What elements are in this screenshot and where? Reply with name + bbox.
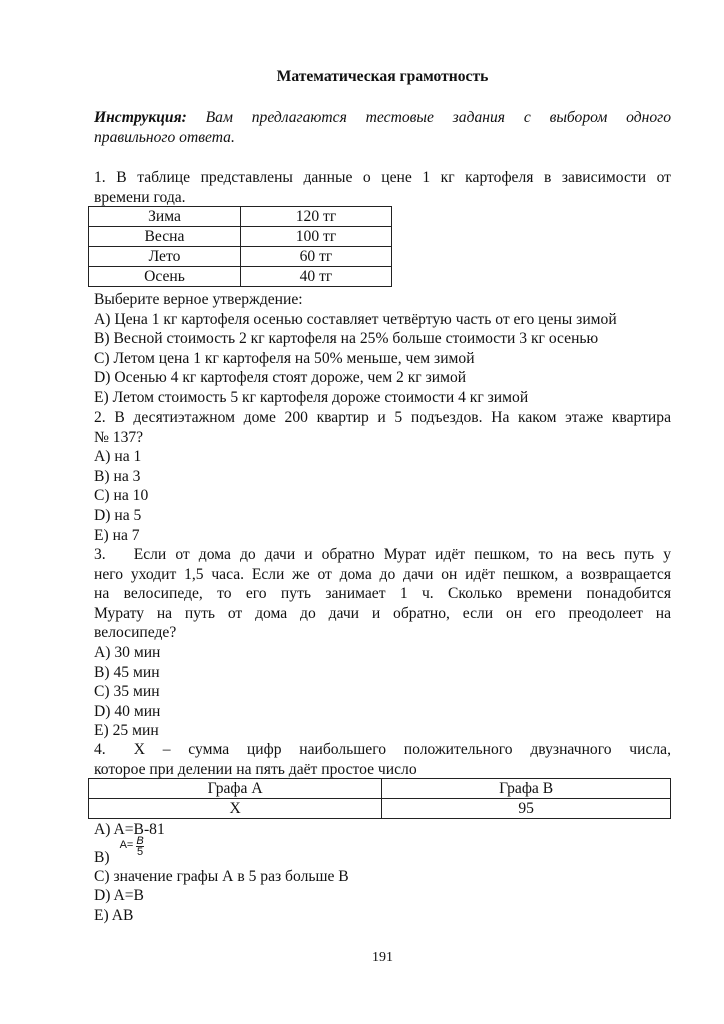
q2-option-e[interactable]: E) на 7 bbox=[94, 526, 140, 544]
column-b-header: Графа B bbox=[382, 779, 671, 799]
q3-option-e[interactable]: E) 25 мин bbox=[94, 722, 159, 740]
price-cell: 120 тг bbox=[240, 207, 391, 227]
q3-option-b[interactable]: B) 45 мин bbox=[94, 663, 160, 681]
q4-text-line2: которое при делении на пять даёт простое число bbox=[94, 760, 417, 778]
q1-option-d[interactable]: D) Осенью 4 кг картофеля стоят дороже, чем 2 кг зимой bbox=[94, 369, 467, 387]
q4-option-a[interactable]: A) A=B-81 bbox=[94, 821, 165, 838]
q2-text-line1: 2. В десятиэтажном доме 200 квартир и 5 подъездов. На каком этаже квартира bbox=[94, 409, 671, 426]
q2-option-d[interactable]: D) на 5 bbox=[94, 506, 142, 524]
q3-option-c[interactable]: C) 35 мин bbox=[94, 683, 160, 701]
column-a-value: X bbox=[89, 799, 382, 819]
q3-text-line1: 3. Если от дома до дачи и обратно Мурат идёт пешком, то на весь путь у bbox=[94, 546, 671, 563]
instruction bbox=[94, 108, 671, 148]
question-1 bbox=[94, 168, 671, 207]
page-number: 191 bbox=[372, 950, 393, 965]
q4-text-line1: 4. X – сумма цифр наибольшего положительного двузначного числа, bbox=[94, 741, 671, 758]
table-row bbox=[89, 247, 392, 267]
q4-options bbox=[94, 820, 671, 925]
question-2 bbox=[94, 408, 671, 545]
q3-text-line4: Мурату на путь от дома до дачи и обратно, если он его преодолеет на bbox=[94, 604, 671, 622]
table-header-row bbox=[89, 779, 671, 799]
price-cell: 40 тг bbox=[240, 267, 391, 287]
instruction-label: Инструкция: bbox=[94, 109, 187, 126]
q1-text-line1: 1. В таблице представлены данные о цене 1 кг картофеля в зависимости от bbox=[94, 169, 671, 186]
q3-option-d[interactable]: D) 40 мин bbox=[94, 702, 161, 720]
q3-option-a[interactable]: A) 30 мин bbox=[94, 643, 161, 661]
q1-prompt: Выберите верное утверждение: bbox=[94, 291, 303, 308]
table-row bbox=[89, 227, 392, 247]
q2-text-line2: № 137? bbox=[94, 428, 144, 446]
instruction-text-1: Вам предлагаются тестовые задания с выбором одного bbox=[205, 109, 672, 126]
question-4 bbox=[94, 740, 671, 779]
columns-table bbox=[88, 778, 671, 819]
price-table bbox=[88, 206, 392, 287]
q1-option-c[interactable]: C) Летом цена 1 кг картофеля на 50% меньше, чем зимой bbox=[94, 349, 475, 367]
season-cell: Зима bbox=[89, 207, 241, 227]
q4-option-d[interactable]: D) A=B bbox=[94, 887, 144, 905]
column-b-value: 95 bbox=[382, 799, 671, 819]
q3-text-line5: велосипеде? bbox=[94, 624, 177, 642]
q1-option-a[interactable]: A) Цена 1 кг картофеля осенью составляет четвёртую часть от его цены зимой bbox=[94, 310, 617, 328]
instruction-text-2: правильного ответа. bbox=[94, 129, 235, 146]
table-row bbox=[89, 207, 392, 227]
q4-option-e[interactable]: E) AB bbox=[94, 906, 134, 924]
season-cell: Лето bbox=[89, 247, 241, 267]
q4-option-c[interactable]: C) значение графы А в 5 раз больше В bbox=[94, 867, 349, 885]
q2-option-c[interactable]: C) на 10 bbox=[94, 487, 149, 505]
page-title: Математическая грамотность bbox=[276, 68, 489, 85]
season-cell: Осень bbox=[89, 267, 241, 287]
q1-options bbox=[94, 290, 671, 408]
table-row bbox=[89, 267, 392, 287]
q2-option-a[interactable]: A) на 1 bbox=[94, 448, 142, 466]
price-cell: 100 тг bbox=[240, 227, 391, 247]
q3-text-line2: него уходит 1,5 часа. Если же от дома до дачи он идёт пешком, а возвращается bbox=[94, 565, 671, 583]
q4-option-b[interactable]: B) A= $\frac{B}{5}$ bbox=[94, 834, 144, 867]
season-cell: Весна bbox=[89, 227, 241, 247]
q1-option-e[interactable]: E) Летом стоимость 5 кг картофеля дороже стоимости 4 кг зимой bbox=[94, 388, 529, 406]
q1-option-b[interactable]: B) Весной стоимость 2 кг картофеля на 25% больше стоимости 3 кг осенью bbox=[94, 330, 599, 348]
question-3 bbox=[94, 545, 671, 741]
table-row bbox=[89, 799, 671, 819]
formula-a-equals-b-over-5: A= $\frac{B}{5}$ bbox=[119, 834, 144, 858]
column-a-header: Графа A bbox=[89, 779, 382, 799]
q3-text-line3: на велосипеде, то его путь занимает 1 ч. Сколько времени понадобится bbox=[94, 585, 671, 603]
q2-option-b[interactable]: B) на 3 bbox=[94, 467, 141, 485]
price-cell: 60 тг bbox=[240, 247, 391, 267]
q1-text-line2: времени года. bbox=[94, 188, 186, 206]
